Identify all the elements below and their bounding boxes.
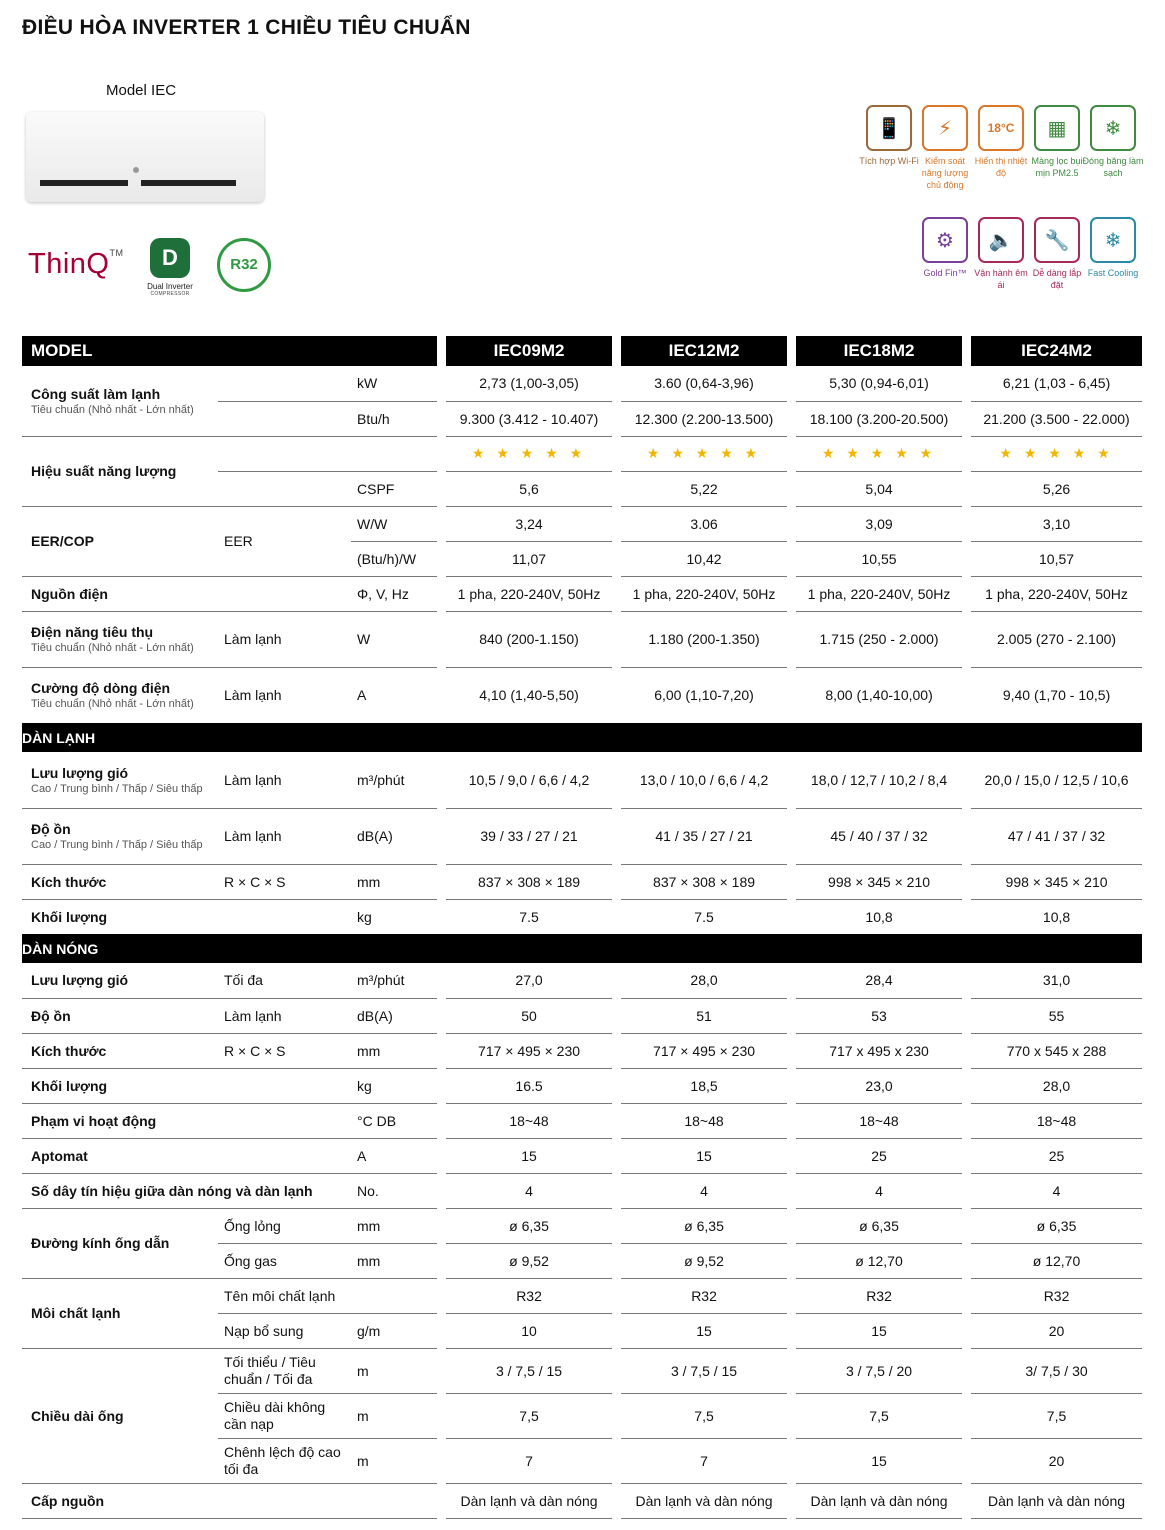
dual-inverter-icon: D (150, 238, 190, 278)
section-outdoor: DÀN NÓNG (22, 934, 1142, 963)
thinq-logo: ThinQ™ (28, 248, 124, 280)
table-row: Chênh lệch độ cao tối đa m 7 7 15 20 (22, 1438, 1142, 1483)
table-row: Aptomat A 15 15 25 25 (22, 1138, 1142, 1173)
table-row: Nguồn điện Φ, V, Hz 1 pha, 220-240V, 50Hz 1 pha, 220-240V, 50Hz 1 pha, 220-240V, 50Hz 1 pha, 220-240V, 50Hz (22, 576, 1142, 611)
table-row: (Btu/h)/W 11,07 10,42 10,55 10,57 (22, 541, 1142, 576)
feature-quiet: 🔈 Vận hành êm ái (970, 217, 1032, 291)
model-col-3: IEC18M2 (796, 336, 962, 366)
table-row: Khối lượng kg 7.5 7.5 10,8 10,8 (31, 908, 1071, 925)
feature-gold-fin: ⚙ Gold Fin™ (914, 217, 976, 279)
page-title: ĐIỀU HÒA INVERTER 1 CHIỀU TIÊU CHUẨN (22, 16, 471, 39)
table-row: CSPF 5,6 5,22 5,04 5,26 (22, 471, 1142, 506)
energy-stars: ★ ★ ★ ★ ★ (796, 436, 962, 471)
section-indoor: DÀN LẠNH (22, 723, 1142, 752)
thermometer-icon: 18°C (978, 105, 1024, 151)
table-row: Kích thước R × C × S mm 837 × 308 × 189 837 × 308 × 189 998 × 345 × 210 998 × 345 × 210 (22, 864, 1142, 899)
freeze-clean-icon: ❄ (1090, 105, 1136, 151)
energy-stars: ★ ★ ★ ★ ★ (971, 436, 1142, 471)
table-row: Số dây tín hiệu giữa dàn nóng và dàn lạnh No. 4 4 4 4 (22, 1173, 1142, 1208)
indoor-unit-image (26, 112, 264, 202)
wifi-phone-icon: 📱 (866, 105, 912, 151)
fast-cooling-icon: ❄ (1090, 217, 1136, 263)
table-row: Chiều dài ống Tối thiểu / Tiêu chuẩn / Tối đa m 3 / 7,5 / 15 3 / 7,5 / 15 3 / 7,5 / 20 3/ 7,5 / 30 (22, 1348, 1142, 1393)
r32-badge: R32 (217, 238, 271, 292)
easy-install-icon: 🔧 (1034, 217, 1080, 263)
table-row: Lưu lượng gió Tối đa m³/phút 27,0 28,0 28,4 31,0 (22, 963, 1142, 998)
table-row: Khối lượng kg 16.5 18,5 23,0 28,0 (22, 1068, 1142, 1103)
model-label: Model IEC (106, 82, 177, 99)
table-row: Điện năng tiêu thụ Tiêu chuẩn (Nhỏ nhất - Lớn nhất) Làm lạnh W 840 (200-1.150) 1.180 (200-1.350) 1.715 (250 - 2.000) 2.005 (270 - 2.100) (22, 611, 1142, 667)
model-col-4: IEC24M2 (971, 336, 1142, 366)
spec-table (22, 336, 1142, 1519)
table-row: Môi chất lạnh Tên môi chất lạnh R32 R32 R32 R32 (22, 1278, 1142, 1313)
table-row: Phạm vi hoạt động °C DB 18~48 18~48 18~48 18~48 (22, 1103, 1142, 1138)
energy-stars: ★ ★ ★ ★ ★ (446, 436, 612, 471)
feature-temperature: 18°C Hiển thị nhiệt độ (970, 105, 1032, 179)
table-row: Kích thước R × C × S mm 717 × 495 × 230 717 × 495 × 230 717 x 495 x 230 770 x 545 x 288 (22, 1033, 1142, 1068)
table-row: Công suất làm lạnh Tiêu chuẩn (Nhỏ nhất - Lớn nhất) kW 2,73 (1,00-3,05) 3.60 (0,64-3,96) 5,30 (0,94-6,01) 6,21 (1,03 - 6,45) (22, 366, 1142, 401)
energy-control-icon: ⚡ (922, 105, 968, 151)
quiet-operation-icon: 🔈 (978, 217, 1024, 263)
dual-inverter-badge: D Dual Inverter COMPRESSOR (142, 238, 198, 304)
pm25-filter-icon: ▦ (1034, 105, 1080, 151)
table-row: Cường độ dòng điện Tiêu chuẩn (Nhỏ nhất - Lớn nhất) Làm lạnh A 4,10 (1,40-5,50) 6,00 (1,10-7,20) 8,00 (1,40-10,00) 9,40 (1,70 - 10,5) (31, 680, 1111, 711)
gold-fin-icon: ⚙ (922, 217, 968, 263)
feature-pm25: ▦ Màng lọc bụi mịn PM2.5 (1026, 105, 1088, 179)
model-col-2: IEC12M2 (621, 336, 787, 366)
model-header: MODEL (22, 336, 437, 366)
table-row: Hiệu suất năng lượng ★ ★ ★ ★ ★ ★ ★ ★ ★ ★ ★ ★ ★ ★ ★ ★ ★ ★ ★ ★ (22, 436, 1142, 471)
table-row: Nạp bổ sung g/m 10 15 15 20 (22, 1313, 1142, 1348)
model-col-1: IEC09M2 (446, 336, 612, 366)
table-row: Đường kính ống dẫn Ống lỏng mm ø 6,35 ø 6,35 ø 6,35 ø 6,35 (22, 1208, 1142, 1243)
table-row: EER/COP EER W/W 3,24 3.06 3,09 3,10 (22, 506, 1142, 541)
table-row: Cấp nguồn Dàn lạnh và dàn nóng Dàn lạnh và dàn nóng Dàn lạnh và dàn nóng Dàn lạnh và dàn nóng (22, 1483, 1142, 1518)
table-row: Btu/h 9.300 (3.412 - 10.407) 12.300 (2.200-13.500) 18.100 (3.200-20.500) 21.200 (3.500 - 22.000) (22, 401, 1142, 436)
table-row: Độ ồn Cao / Trung bình / Thấp / Siêu thấp Làm lạnh dB(A) 39 / 33 / 27 / 21 41 / 35 / 27 / 21 45 / 40 / 37 / 32 47 / 41 / 37 / 32 (22, 808, 1142, 864)
model-header-row (22, 336, 1142, 366)
table-row: Ống gas mm ø 9,52 ø 9,52 ø 12,70 ø 12,70 (22, 1243, 1142, 1278)
feature-fast-cooling: ❄ Fast Cooling (1082, 217, 1144, 279)
feature-freeze-clean: ❄ Đóng băng làm sạch (1082, 105, 1144, 179)
feature-energy: ⚡ Kiểm soát năng lượng chủ động (914, 105, 976, 191)
table-row: Lưu lượng gió Cao / Trung bình / Thấp / Siêu thấp Làm lạnh m³/phút 10,5 / 9,0 / 6,6 / 4,2 13,0 / 10,0 / 6,6 / 4,2 18,0 / 12,7 / 10,2 / 8,4 20,0 / 15,0 / 12,5 / 10,6 (22, 752, 1142, 808)
table-row: Chiều dài không cần nạp m 7,5 7,5 7,5 7,5 (22, 1393, 1142, 1438)
feature-easy-install: 🔧 Dễ dàng lắp đặt (1026, 217, 1088, 291)
table-row: Độ ồn Làm lạnh dB(A) 50 51 53 55 (22, 998, 1142, 1033)
energy-stars: ★ ★ ★ ★ ★ (621, 436, 787, 471)
feature-wifi: 📱 Tích hợp Wi-Fi (858, 105, 920, 167)
